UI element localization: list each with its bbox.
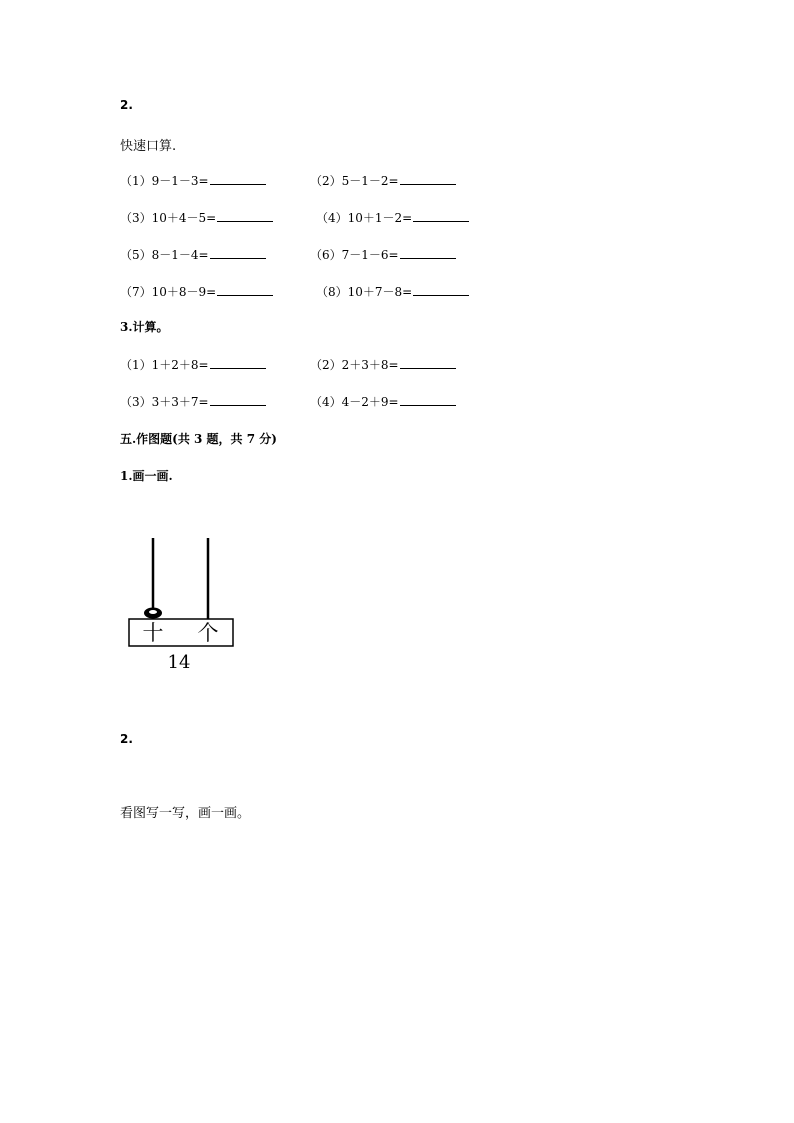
calc-expression: （3）10＋4－5= <box>120 211 217 225</box>
calc-expression: （6）7－1－6= <box>310 248 399 262</box>
answer-blank[interactable] <box>210 356 266 369</box>
calc-item <box>310 393 456 410</box>
section-5-question-2-number: 2. <box>120 732 133 746</box>
calc-expression: （1）1＋2＋8= <box>120 358 209 372</box>
calc-item <box>316 283 469 300</box>
calc-expression: （1）9－1－3= <box>120 174 209 188</box>
answer-blank[interactable] <box>210 172 266 185</box>
calc-item <box>120 393 266 410</box>
bead-highlight <box>149 610 157 614</box>
calc-item <box>310 246 456 263</box>
calc-expression: （7）10＋8－9= <box>120 285 217 299</box>
calc-expression: （3）3＋3＋7= <box>120 395 209 409</box>
calc-expression: （5）8－1－4= <box>120 248 209 262</box>
calc-expression: （4）10＋1－2= <box>316 211 413 225</box>
question-3-title: 3.计算。 <box>120 320 169 334</box>
calc-item <box>310 356 456 373</box>
section-5-question-1-title: 1.画一画. <box>120 469 173 483</box>
answer-blank[interactable] <box>210 246 266 259</box>
answer-blank[interactable] <box>400 356 456 369</box>
question-2-number: 2. <box>120 98 133 112</box>
calc-expression: （4）4－2＋9= <box>310 395 399 409</box>
calc-expression: （8）10＋7－8= <box>316 285 413 299</box>
section-5-question-2-title: 看图写一写，画一画。 <box>120 806 251 821</box>
question-2-title: 快速口算. <box>120 139 177 154</box>
answer-blank[interactable] <box>413 283 469 296</box>
calc-expression: （2）2＋3＋8= <box>310 358 399 372</box>
abacus-figure <box>120 530 250 680</box>
abacus-number: 14 <box>167 652 191 673</box>
calc-item <box>120 246 266 263</box>
answer-blank[interactable] <box>210 393 266 406</box>
answer-blank[interactable] <box>217 283 273 296</box>
answer-blank[interactable] <box>400 246 456 259</box>
calc-item <box>120 172 266 189</box>
calc-item <box>120 209 273 226</box>
ones-label: 个 <box>197 621 219 645</box>
answer-blank[interactable] <box>400 172 456 185</box>
calc-item <box>316 209 469 226</box>
calc-item <box>310 172 456 189</box>
section-5-title: 五.作图题(共 3 题，共 7 分) <box>120 432 277 446</box>
calc-item <box>120 283 273 300</box>
answer-blank[interactable] <box>217 209 273 222</box>
calc-item <box>120 356 266 373</box>
answer-blank[interactable] <box>400 393 456 406</box>
calc-expression: （2）5－1－2= <box>310 174 399 188</box>
tens-label: 十 <box>142 621 164 645</box>
answer-blank[interactable] <box>413 209 469 222</box>
